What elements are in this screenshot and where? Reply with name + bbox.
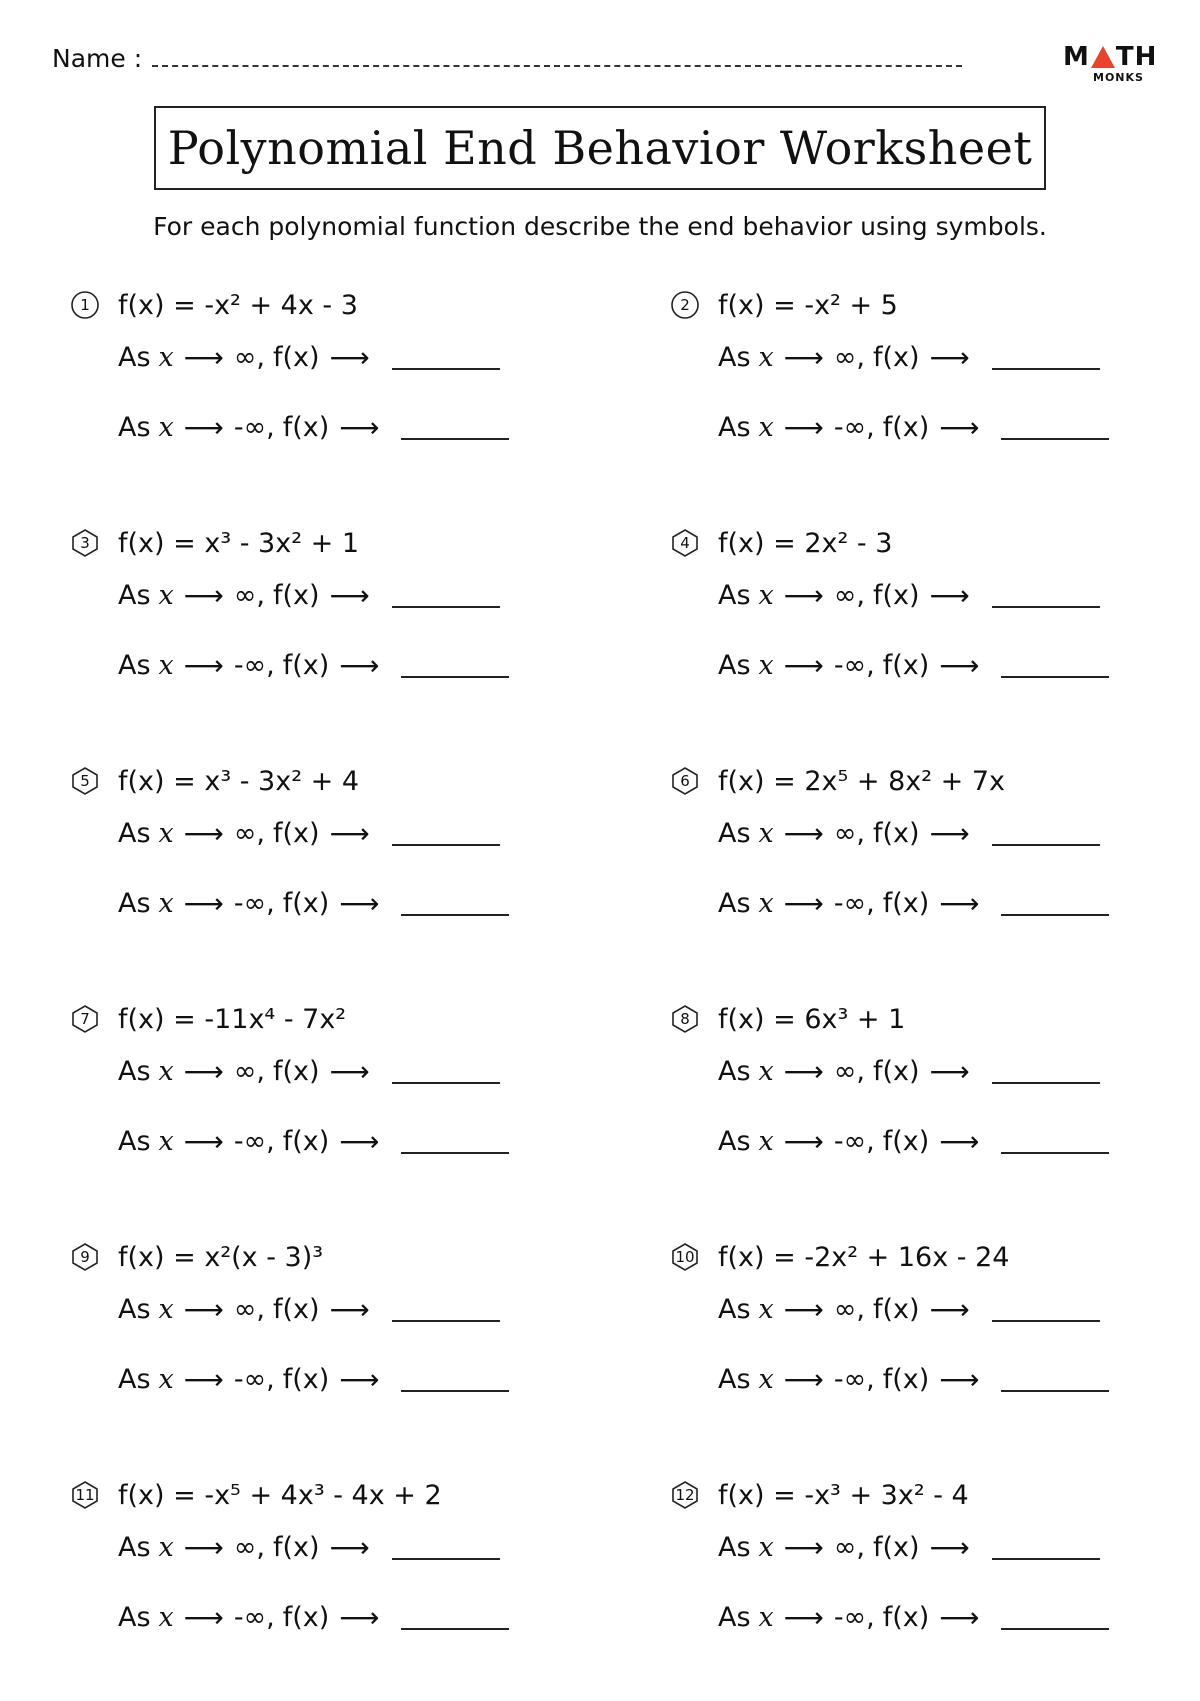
- problem-number-icon: [70, 290, 100, 320]
- as-label: As: [718, 1602, 751, 1633]
- x-variable: x: [158, 1126, 174, 1157]
- arrow-icon: ⟶: [183, 579, 224, 612]
- problem-9: [70, 1237, 590, 1437]
- problem-4: [670, 523, 1190, 723]
- fx-label: f(x): [273, 1056, 320, 1087]
- x-variable: x: [758, 1294, 774, 1325]
- problem-7: [70, 999, 590, 1199]
- instructions: For each polynomial function describe the end behavior using symbols.: [153, 212, 1047, 241]
- x-variable: x: [758, 342, 774, 373]
- end-behavior-neg: [118, 1363, 509, 1396]
- answer-blank[interactable]: [401, 416, 509, 440]
- as-label: As: [718, 342, 751, 373]
- infinity-value: ∞,: [233, 1056, 265, 1087]
- end-behavior-pos: [118, 817, 500, 850]
- arrow-icon: ⟶: [183, 1293, 224, 1326]
- end-behavior-pos: [718, 817, 1100, 850]
- answer-blank[interactable]: [401, 1606, 509, 1630]
- problem-number-icon: [670, 290, 700, 320]
- end-behavior-pos: [118, 1293, 500, 1326]
- arrow-icon: ⟶: [339, 1125, 380, 1158]
- x-variable: x: [158, 1056, 174, 1087]
- arrow-icon: ⟶: [339, 1601, 380, 1634]
- x-variable: x: [158, 1364, 174, 1395]
- end-behavior-pos: [718, 341, 1100, 374]
- as-label: As: [118, 1532, 151, 1563]
- problem-function: f(x) = -x³ + 3x² - 4: [718, 1479, 969, 1511]
- logo-triangle-icon: [1091, 46, 1115, 68]
- end-behavior-neg: [718, 1363, 1109, 1396]
- problem-6: [670, 761, 1190, 961]
- infinity-value: ∞,: [833, 1056, 865, 1087]
- problem-number: 4: [680, 534, 690, 552]
- infinity-value: ∞,: [233, 818, 265, 849]
- arrow-icon: ⟶: [783, 817, 824, 850]
- arrow-icon: ⟶: [783, 411, 824, 444]
- infinity-value: ∞,: [233, 1294, 265, 1325]
- answer-blank[interactable]: [392, 1060, 500, 1084]
- as-label: As: [118, 1056, 151, 1087]
- end-behavior-pos: [118, 1055, 500, 1088]
- answer-blank[interactable]: [992, 584, 1100, 608]
- infinity-value: ∞,: [833, 818, 865, 849]
- arrow-icon: ⟶: [329, 1531, 370, 1564]
- problem-number: 6: [680, 772, 690, 790]
- x-variable: x: [758, 1532, 774, 1563]
- end-behavior-neg: [118, 1601, 509, 1634]
- problem-number-icon: [670, 528, 700, 558]
- problem-number: 11: [75, 1486, 95, 1504]
- answer-blank[interactable]: [1001, 1130, 1109, 1154]
- x-variable: x: [758, 412, 774, 443]
- x-variable: x: [758, 1126, 774, 1157]
- arrow-icon: ⟶: [329, 1055, 370, 1088]
- fx-label: f(x): [882, 1126, 930, 1157]
- neg-infinity-value: -∞,: [233, 1126, 275, 1157]
- neg-infinity-value: -∞,: [233, 1602, 275, 1633]
- neg-infinity-value: -∞,: [233, 1364, 275, 1395]
- problem-5: [70, 761, 590, 961]
- end-behavior-pos: [118, 1531, 500, 1564]
- arrow-icon: ⟶: [339, 887, 380, 920]
- as-label: As: [118, 818, 151, 849]
- neg-infinity-value: -∞,: [833, 650, 875, 681]
- end-behavior-neg: [118, 649, 509, 682]
- problem-number-icon: [70, 1004, 100, 1034]
- end-behavior-pos: [718, 1293, 1100, 1326]
- problem-number-icon: [70, 766, 100, 796]
- as-label: As: [718, 650, 751, 681]
- end-behavior-neg: [718, 887, 1109, 920]
- arrow-icon: ⟶: [183, 649, 224, 682]
- logo-top: M TH: [1063, 42, 1158, 72]
- problem-2: [670, 285, 1190, 485]
- neg-infinity-value: -∞,: [233, 650, 275, 681]
- problem-function: f(x) = -11x⁴ - 7x²: [118, 1003, 347, 1035]
- arrow-icon: ⟶: [939, 1601, 980, 1634]
- arrow-icon: ⟶: [339, 1363, 380, 1396]
- logo-bottom: MONKS: [1093, 71, 1144, 84]
- problem-number: 2: [680, 296, 690, 314]
- arrow-icon: ⟶: [939, 887, 980, 920]
- x-variable: x: [158, 580, 174, 611]
- arrow-icon: ⟶: [183, 887, 224, 920]
- problem-function: f(x) = -x² + 4x - 3: [118, 289, 358, 321]
- fx-label: f(x): [882, 888, 930, 919]
- fx-label: f(x): [282, 888, 330, 919]
- answer-blank[interactable]: [992, 1298, 1100, 1322]
- fx-label: f(x): [273, 1532, 320, 1563]
- arrow-icon: ⟶: [939, 649, 980, 682]
- arrow-icon: ⟶: [183, 1125, 224, 1158]
- end-behavior-pos: [718, 579, 1100, 612]
- x-variable: x: [758, 1602, 774, 1633]
- x-variable: x: [758, 1364, 774, 1395]
- as-label: As: [718, 580, 751, 611]
- arrow-icon: ⟶: [783, 1055, 824, 1088]
- neg-infinity-value: -∞,: [233, 412, 275, 443]
- math-monks-logo: [1063, 44, 1163, 94]
- as-label: As: [118, 580, 151, 611]
- neg-infinity-value: -∞,: [833, 1126, 875, 1157]
- problem-number: 3: [80, 534, 90, 552]
- arrow-icon: ⟶: [783, 649, 824, 682]
- problem-1: [70, 285, 590, 485]
- neg-infinity-value: -∞,: [833, 412, 875, 443]
- answer-blank[interactable]: [992, 1060, 1100, 1084]
- end-behavior-neg: [118, 1125, 509, 1158]
- end-behavior-neg: [718, 411, 1109, 444]
- name-row: [52, 44, 962, 73]
- as-label: As: [718, 888, 751, 919]
- x-variable: x: [158, 1532, 174, 1563]
- infinity-value: ∞,: [833, 580, 865, 611]
- infinity-value: ∞,: [833, 342, 865, 373]
- arrow-icon: ⟶: [339, 649, 380, 682]
- arrow-icon: ⟶: [929, 1293, 970, 1326]
- fx-label: f(x): [273, 818, 320, 849]
- problem-number: 5: [80, 772, 90, 790]
- fx-label: f(x): [282, 650, 330, 681]
- infinity-value: ∞,: [833, 1532, 865, 1563]
- answer-blank[interactable]: [401, 1130, 509, 1154]
- x-variable: x: [158, 1602, 174, 1633]
- fx-label: f(x): [282, 1126, 330, 1157]
- as-label: As: [118, 412, 151, 443]
- as-label: As: [718, 1364, 751, 1395]
- fx-label: f(x): [882, 1364, 930, 1395]
- answer-blank[interactable]: [392, 346, 500, 370]
- fx-label: f(x): [873, 1294, 920, 1325]
- problem-function: f(x) = -2x² + 16x - 24: [718, 1241, 1010, 1273]
- problem-number: 7: [80, 1010, 90, 1028]
- arrow-icon: ⟶: [783, 341, 824, 374]
- neg-infinity-value: -∞,: [833, 1364, 875, 1395]
- x-variable: x: [158, 818, 174, 849]
- fx-label: f(x): [873, 818, 920, 849]
- x-variable: x: [758, 818, 774, 849]
- arrow-icon: ⟶: [183, 817, 224, 850]
- as-label: As: [118, 1126, 151, 1157]
- arrow-icon: ⟶: [929, 817, 970, 850]
- problem-number-icon: [70, 1480, 100, 1510]
- problem-number-icon: [670, 1480, 700, 1510]
- problem-number: 9: [80, 1248, 90, 1266]
- fx-label: f(x): [873, 580, 920, 611]
- answer-blank[interactable]: [1001, 1606, 1109, 1630]
- fx-label: f(x): [882, 650, 930, 681]
- problem-function: f(x) = 2x² - 3: [718, 527, 893, 559]
- problem-10: [670, 1237, 1190, 1437]
- arrow-icon: ⟶: [783, 1293, 824, 1326]
- fx-label: f(x): [282, 1602, 330, 1633]
- arrow-icon: ⟶: [183, 1601, 224, 1634]
- as-label: As: [118, 888, 151, 919]
- problem-number-icon: [670, 1242, 700, 1272]
- answer-blank[interactable]: [392, 1298, 500, 1322]
- arrow-icon: ⟶: [329, 1293, 370, 1326]
- as-label: As: [718, 412, 751, 443]
- answer-blank[interactable]: [1001, 416, 1109, 440]
- as-label: As: [718, 818, 751, 849]
- end-behavior-pos: [118, 341, 500, 374]
- end-behavior-neg: [718, 1125, 1109, 1158]
- end-behavior-pos: [118, 579, 500, 612]
- answer-blank[interactable]: [1001, 654, 1109, 678]
- fx-label: f(x): [873, 1532, 920, 1563]
- problem-number: 1: [80, 296, 90, 314]
- problem-11: [70, 1475, 590, 1675]
- problem-number-icon: [70, 528, 100, 558]
- neg-infinity-value: -∞,: [833, 1602, 875, 1633]
- answer-blank[interactable]: [992, 346, 1100, 370]
- arrow-icon: ⟶: [783, 1125, 824, 1158]
- problem-number-icon: [670, 1004, 700, 1034]
- x-variable: x: [158, 888, 174, 919]
- infinity-value: ∞,: [833, 1294, 865, 1325]
- answer-blank[interactable]: [992, 1536, 1100, 1560]
- x-variable: x: [158, 1294, 174, 1325]
- fx-label: f(x): [282, 412, 330, 443]
- arrow-icon: ⟶: [183, 1055, 224, 1088]
- arrow-icon: ⟶: [939, 411, 980, 444]
- x-variable: x: [758, 650, 774, 681]
- as-label: As: [118, 342, 151, 373]
- answer-blank[interactable]: [401, 1368, 509, 1392]
- problem-function: f(x) = x³ - 3x² + 4: [118, 765, 359, 797]
- arrow-icon: ⟶: [783, 579, 824, 612]
- problem-number: 8: [680, 1010, 690, 1028]
- arrow-icon: ⟶: [783, 887, 824, 920]
- arrow-icon: ⟶: [183, 411, 224, 444]
- arrow-icon: ⟶: [929, 1531, 970, 1564]
- arrow-icon: ⟶: [183, 1531, 224, 1564]
- problem-8: [670, 999, 1190, 1199]
- infinity-value: ∞,: [233, 580, 265, 611]
- end-behavior-neg: [118, 887, 509, 920]
- problem-3: [70, 523, 590, 723]
- answer-blank[interactable]: [392, 584, 500, 608]
- answer-blank[interactable]: [1001, 892, 1109, 916]
- page-title: Polynomial End Behavior Worksheet: [167, 121, 1033, 175]
- fx-label: f(x): [873, 342, 920, 373]
- as-label: As: [118, 1294, 151, 1325]
- arrow-icon: ⟶: [783, 1531, 824, 1564]
- infinity-value: ∞,: [233, 1532, 265, 1563]
- problem-function: f(x) = x³ - 3x² + 1: [118, 527, 359, 559]
- arrow-icon: ⟶: [329, 579, 370, 612]
- x-variable: x: [758, 1056, 774, 1087]
- as-label: As: [118, 1602, 151, 1633]
- as-label: As: [718, 1532, 751, 1563]
- arrow-icon: ⟶: [929, 341, 970, 374]
- answer-blank[interactable]: [992, 822, 1100, 846]
- as-label: As: [118, 1364, 151, 1395]
- fx-label: f(x): [273, 1294, 320, 1325]
- arrow-icon: ⟶: [929, 579, 970, 612]
- fx-label: f(x): [882, 1602, 930, 1633]
- x-variable: x: [158, 650, 174, 681]
- fx-label: f(x): [273, 580, 320, 611]
- end-behavior-neg: [718, 1601, 1109, 1634]
- arrow-icon: ⟶: [329, 341, 370, 374]
- arrow-icon: ⟶: [929, 1055, 970, 1088]
- answer-blank[interactable]: [1001, 1368, 1109, 1392]
- problem-number-icon: [670, 766, 700, 796]
- fx-label: f(x): [873, 1056, 920, 1087]
- neg-infinity-value: -∞,: [233, 888, 275, 919]
- problem-function: f(x) = x²(x - 3)³: [118, 1241, 324, 1273]
- arrow-icon: ⟶: [183, 1363, 224, 1396]
- fx-label: f(x): [282, 1364, 330, 1395]
- as-label: As: [718, 1056, 751, 1087]
- arrow-icon: ⟶: [783, 1601, 824, 1634]
- arrow-icon: ⟶: [329, 817, 370, 850]
- x-variable: x: [158, 412, 174, 443]
- end-behavior-neg: [718, 649, 1109, 682]
- title-box: [154, 106, 1046, 190]
- fx-label: f(x): [882, 412, 930, 443]
- arrow-icon: ⟶: [339, 411, 380, 444]
- name-label: Name :: [52, 44, 143, 73]
- problem-function: f(x) = -x² + 5: [718, 289, 898, 321]
- answer-blank[interactable]: [392, 1536, 500, 1560]
- infinity-value: ∞,: [233, 342, 265, 373]
- arrow-icon: ⟶: [939, 1125, 980, 1158]
- end-behavior-neg: [118, 411, 509, 444]
- problem-function: f(x) = -x⁵ + 4x³ - 4x + 2: [118, 1479, 442, 1511]
- as-label: As: [718, 1126, 751, 1157]
- neg-infinity-value: -∞,: [833, 888, 875, 919]
- as-label: As: [718, 1294, 751, 1325]
- end-behavior-pos: [718, 1055, 1100, 1088]
- arrow-icon: ⟶: [783, 1363, 824, 1396]
- arrow-icon: ⟶: [939, 1363, 980, 1396]
- x-variable: x: [158, 342, 174, 373]
- problem-number: 12: [675, 1486, 695, 1504]
- fx-label: f(x): [273, 342, 320, 373]
- answer-blank[interactable]: [392, 822, 500, 846]
- problem-function: f(x) = 6x³ + 1: [718, 1003, 906, 1035]
- x-variable: x: [758, 580, 774, 611]
- name-input-line[interactable]: [152, 45, 962, 67]
- answer-blank[interactable]: [401, 892, 509, 916]
- answer-blank[interactable]: [401, 654, 509, 678]
- problem-12: [670, 1475, 1190, 1675]
- end-behavior-pos: [718, 1531, 1100, 1564]
- x-variable: x: [758, 888, 774, 919]
- problem-number: 10: [675, 1248, 695, 1266]
- problem-number-icon: [70, 1242, 100, 1272]
- problem-function: f(x) = 2x⁵ + 8x² + 7x: [718, 765, 1006, 797]
- arrow-icon: ⟶: [183, 341, 224, 374]
- as-label: As: [118, 650, 151, 681]
